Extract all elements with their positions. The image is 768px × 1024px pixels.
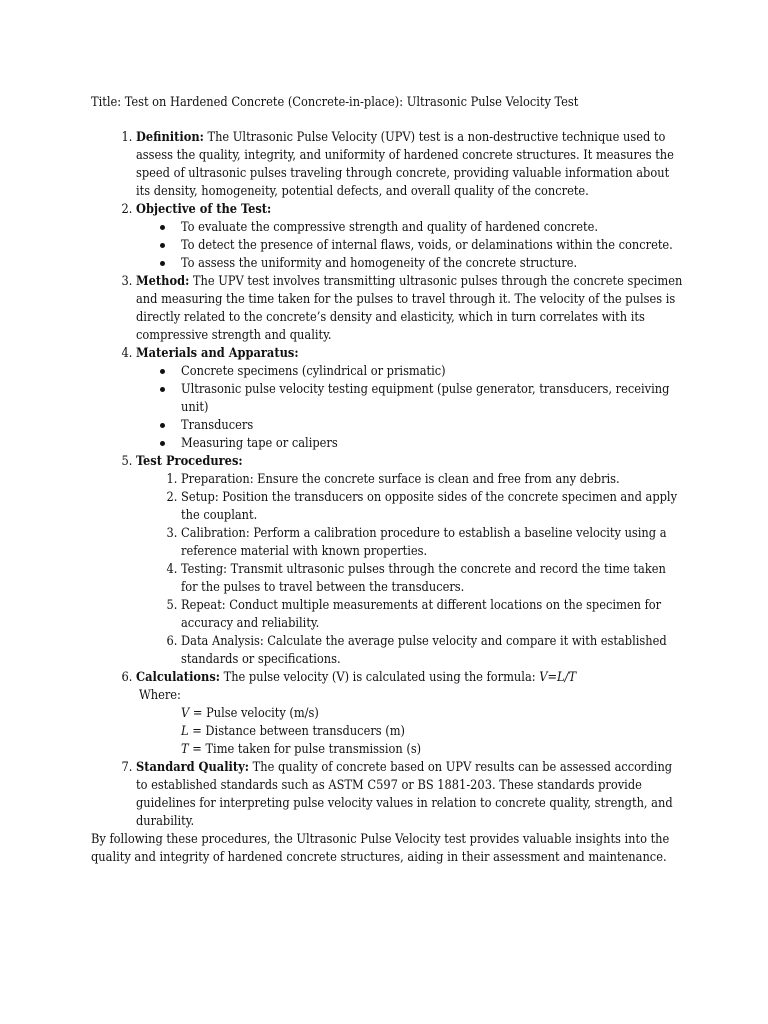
list-item: 3. Calibration: Perform a calibration procedure to establish a baseline velocity using a reference material with known properties. bbox=[181, 524, 685, 560]
symbol-text: = Pulse velocity (m/s) bbox=[189, 705, 319, 720]
list-item: To evaluate the compressive strength and quality of hardened concrete. bbox=[181, 218, 685, 236]
list-item: 4. Testing: Transmit ultrasonic pulses through the concrete and record the time taken for the pulses to travel between the transducers. bbox=[181, 560, 685, 596]
symbol: V bbox=[181, 705, 190, 720]
symbol: L bbox=[181, 723, 189, 738]
formula: V=L/T bbox=[539, 669, 577, 684]
section-standard bbox=[136, 758, 685, 830]
section-method bbox=[136, 272, 685, 344]
method-text: The UPV test involves transmitting ultrasonic pulses through the concrete specimen and measuring the time taken for the pulses to travel through it. The velocity of the pulses is directly related to the concrete’s density and elasticity, which in turn correlates with its compressive strength and quality. bbox=[136, 273, 683, 342]
document-body bbox=[91, 128, 685, 866]
section-calculations bbox=[136, 668, 685, 758]
list-item: Concrete specimens (cylindrical or prismatic) bbox=[181, 362, 685, 380]
method-label: Method: bbox=[136, 273, 190, 288]
closing-paragraph: By following these procedures, the Ultrasonic Pulse Velocity test provides valuable insights into the quality and integrity of hardened concrete structures, aiding in their assessment and maintenance. bbox=[91, 831, 670, 864]
list-item: 1. Preparation: Ensure the concrete surface is clean and free from any debris. bbox=[181, 470, 685, 488]
list-item: 5. Repeat: Conduct multiple measurements at different locations on the specimen for accuracy and reliability. bbox=[181, 596, 685, 632]
section-materials bbox=[136, 344, 685, 452]
materials-label: Materials and Apparatus: bbox=[136, 345, 299, 360]
definition-label: Definition: bbox=[136, 129, 204, 144]
objective-list bbox=[136, 218, 685, 272]
objective-label: Objective of the Test: bbox=[136, 201, 272, 216]
standard-label: Standard Quality: bbox=[136, 759, 249, 774]
list-item: Transducers bbox=[181, 416, 685, 434]
definition-row bbox=[181, 704, 685, 722]
calculations-label: Calculations: bbox=[136, 669, 220, 684]
list-item: Ultrasonic pulse velocity testing equipment (pulse generator, transducers, receiving unit) bbox=[181, 380, 685, 416]
list-item: 6. Data Analysis: Calculate the average pulse velocity and compare it with established standards or specifications. bbox=[181, 632, 685, 668]
symbol: T bbox=[181, 741, 189, 756]
procedures-label: Test Procedures: bbox=[136, 453, 243, 468]
definition-text: The Ultrasonic Pulse Velocity (UPV) test is a non-destructive technique used to assess the quality, integrity, and uniformity of hardened concrete structures. It measures the speed of ultrasonic pulses traveling through concrete, providing valuable information about its density, homogeneity, potential defects, and overall quality of the concrete. bbox=[136, 129, 674, 198]
symbol-text: = Time taken for pulse transmission (s) bbox=[188, 741, 422, 756]
list-item: 2. Setup: Position the transducers on opposite sides of the concrete specimen and apply the couplant. bbox=[181, 488, 685, 524]
calculations-text: The pulse velocity (V) is calculated using the formula: bbox=[219, 669, 540, 684]
materials-list bbox=[136, 362, 685, 452]
list-item: Measuring tape or calipers bbox=[181, 434, 685, 452]
main-list bbox=[91, 128, 685, 830]
list-item: To assess the uniformity and homogeneity of the concrete structure. bbox=[181, 254, 685, 272]
definition-row bbox=[181, 722, 685, 740]
section-procedures bbox=[136, 452, 685, 668]
definition-row bbox=[181, 740, 685, 758]
document-title: Title: Test on Hardened Concrete (Concrete-in-place): Ultrasonic Pulse Velocity Test bbox=[91, 94, 579, 109]
procedures-list bbox=[136, 470, 685, 668]
section-definition bbox=[136, 128, 685, 200]
symbol-text: = Distance between transducers (m) bbox=[188, 723, 405, 738]
standard-text: The quality of concrete based on UPV results can be assessed according to established standards such as ASTM C597 or BS 1881-203. These standards provide guidelines for interpreting pulse velocity values in relation to concrete quality, strength, and durability. bbox=[136, 759, 673, 828]
list-item: To detect the presence of internal flaws, voids, or delaminations within the concrete. bbox=[181, 236, 685, 254]
section-objective bbox=[136, 200, 685, 272]
where-label: Where: bbox=[139, 687, 181, 702]
